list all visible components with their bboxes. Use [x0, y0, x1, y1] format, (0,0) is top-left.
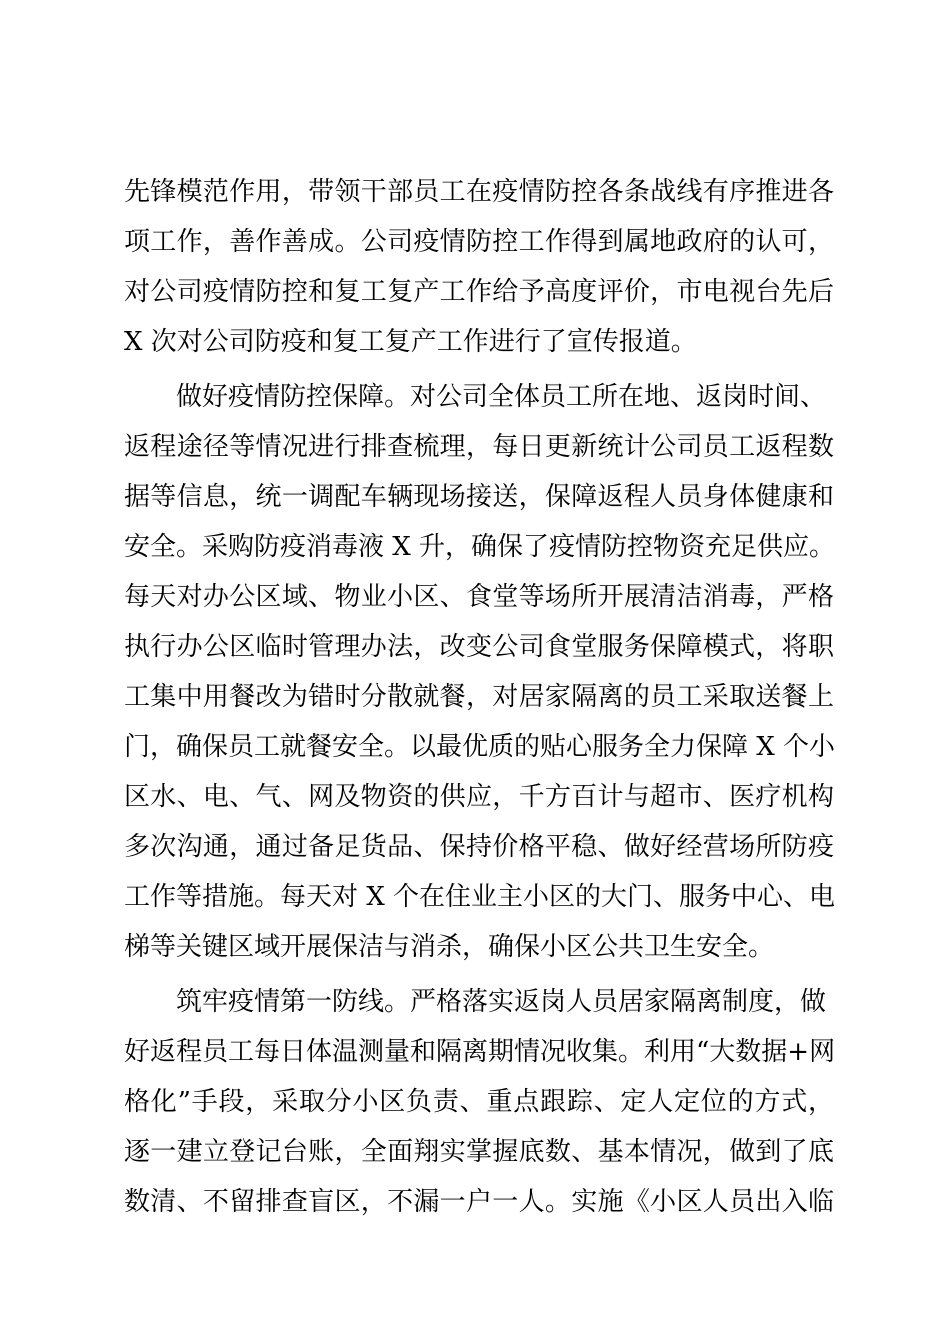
paragraph-heading-1: 做好疫情防控保障。对公司全体员工所在地、返岗时间、 [176, 382, 827, 412]
text-line-4: X 次对公司防疫和复工复产工作进行了宣传报道。 [124, 327, 697, 357]
text-line-20: 逐一建立登记台账，全面翔实掌握底数、基本情况，做到了底 [124, 1137, 834, 1167]
text-line-9: 每天对办公区域、物业小区、食堂等场所开展清洁消毒，严格 [124, 582, 834, 612]
text-line-15: 工作等措施。每天对 X 个在住业主小区的大门、服务中心、电 [124, 882, 836, 912]
text-line-11: 工集中用餐改为错时分散就餐，对居家隔离的员工采取送餐上 [124, 682, 834, 712]
text-line-16: 梯等关键区域开展保洁与消杀，确保小区公共卫生安全。 [124, 932, 775, 962]
text-line-3: 对公司疫情防控和复工复产工作给予高度评价，市电视台先后 [124, 277, 834, 307]
paragraph-heading-2: 筑牢疫情第一防线。严格落实返岗人员居家隔离制度，做 [176, 987, 827, 1017]
text-line-1: 先锋模范作用，带领干部员工在疫情防控各条战线有序推进各 [124, 177, 834, 207]
text-line-18: 好返程员工每日体温测量和隔离期情况收集。利用“大数据+网 [124, 1037, 836, 1067]
text-line-6: 返程途径等情况进行排查梳理，每日更新统计公司员工返程数 [124, 432, 834, 462]
text-line-21: 数清、不留排查盲区，不漏一户一人。实施《小区人员出入临 [124, 1187, 834, 1217]
text-line-14: 多次沟通，通过备足货品、保持价格平稳、做好经营场所防疫 [124, 832, 834, 862]
text-line-12: 门，确保员工就餐安全。以最优质的贴心服务全力保障 X 个小 [124, 732, 836, 762]
text-line-2: 项工作，善作善成。公司疫情防控工作得到属地政府的认可， [124, 227, 834, 257]
text-line-10: 执行办公区临时管理办法，改变公司食堂服务保障模式，将职 [124, 632, 834, 662]
text-line-13: 区水、电、气、网及物资的供应，千方百计与超市、医疗机构 [124, 782, 834, 812]
text-line-19: 格化”手段，采取分小区负责、重点跟踪、定人定位的方式， [124, 1087, 834, 1117]
text-line-8: 安全。采购防疫消毒液 X 升，确保了疫情防控物资充足供应。 [124, 532, 836, 562]
text-line-7: 据等信息，统一调配车辆现场接送，保障返程人员身体健康和 [124, 482, 834, 512]
